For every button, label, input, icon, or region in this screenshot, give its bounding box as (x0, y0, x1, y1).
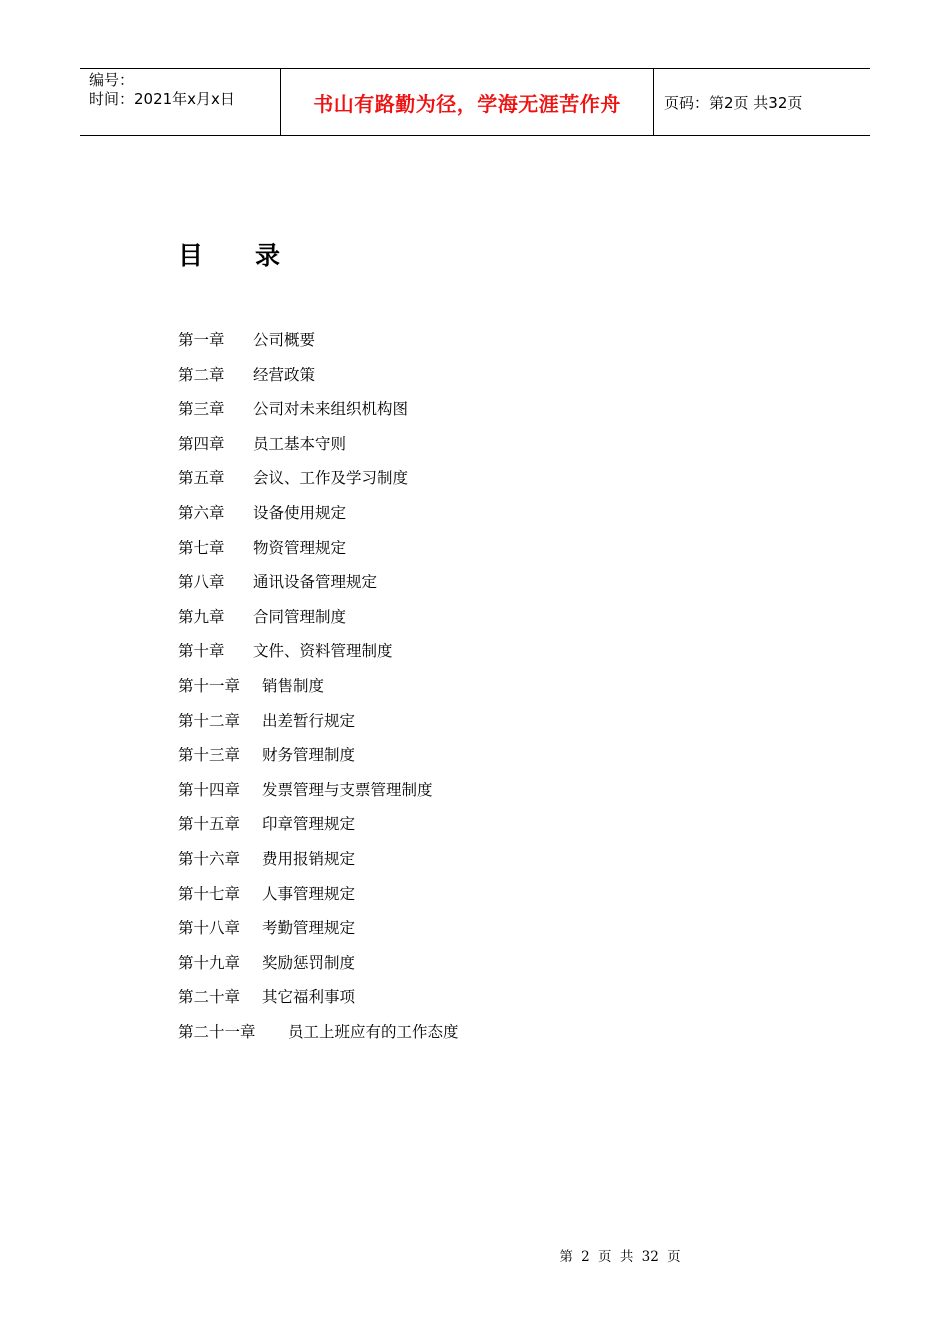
toc-item[interactable] (178, 706, 459, 741)
toc-item[interactable] (178, 809, 459, 844)
toc-chapter: 第一章 (178, 331, 225, 349)
toc-chapter: 第九章 (178, 607, 225, 626)
toc-item[interactable] (178, 982, 459, 1017)
toc-item-title: 费用报销规定 (262, 849, 356, 868)
footer-word-ye-2: 页 (667, 1249, 681, 1265)
toc-chapter: 第三章 (178, 400, 225, 419)
footer-word-di: 第 (559, 1249, 573, 1265)
header-page-info: 页码：第2页 共32页 (664, 93, 803, 112)
footer-word-gong: 共 (619, 1249, 634, 1265)
toc-item-title: 经营政策 (253, 365, 316, 384)
toc-item-title: 考勤管理规定 (262, 919, 356, 938)
toc-item-title: 会议、工作及学习制度 (253, 469, 409, 488)
toc-item[interactable] (178, 879, 459, 914)
toc-item[interactable] (178, 636, 459, 671)
toc-item[interactable] (178, 671, 459, 706)
toc-item[interactable] (178, 740, 459, 775)
footer-total-pages: 32 (641, 1249, 659, 1265)
toc-item[interactable] (178, 325, 459, 360)
toc-item[interactable] (178, 948, 459, 983)
toc-item[interactable] (178, 429, 459, 464)
toc-chapter: 第十二章 (178, 711, 241, 730)
toc-chapter: 第十三章 (178, 746, 241, 765)
toc-item-title: 发票管理与支票管理制度 (262, 780, 433, 799)
toc-chapter: 第十七章 (178, 884, 241, 903)
footer-current-page: 2 (581, 1249, 590, 1265)
time-label: 时间：2021年x月x日 (89, 90, 235, 108)
toc-item[interactable] (178, 775, 459, 810)
header-meta (80, 69, 281, 135)
toc-item-title: 销售制度 (262, 676, 325, 695)
toc-chapter: 第六章 (178, 503, 225, 522)
toc-chapter: 第十八章 (178, 919, 241, 938)
toc-item-title: 物资管理规定 (253, 538, 347, 557)
toc-chapter: 第十五章 (178, 815, 241, 834)
header-motto: 书山有路勤为径，学海无涯苦作舟 (281, 69, 654, 135)
toc-item[interactable] (178, 1017, 459, 1052)
toc-item-title: 文件、资料管理制度 (253, 642, 393, 661)
toc-item[interactable] (178, 844, 459, 879)
toc-chapter: 第四章 (178, 434, 225, 453)
toc-item-title: 员工基本守则 (253, 434, 347, 453)
toc-item[interactable] (178, 913, 459, 948)
toc-item-title: 设备使用规定 (253, 503, 347, 522)
toc-item-title: 员工上班应有的工作态度 (288, 1022, 459, 1041)
toc-item-title: 出差暂行规定 (262, 711, 356, 730)
toc-item[interactable] (178, 533, 459, 568)
toc-chapter: 第二十章 (178, 988, 241, 1007)
toc-chapter: 第五章 (178, 469, 225, 488)
page-header (80, 68, 870, 136)
toc-item[interactable] (178, 463, 459, 498)
toc-item-title: 公司对未来组织机构图 (253, 400, 409, 419)
toc-chapter: 第十章 (178, 642, 225, 661)
footer-word-ye: 页 (598, 1249, 612, 1265)
toc-item-title: 财务管理制度 (262, 746, 356, 765)
toc-chapter: 第七章 (178, 538, 225, 557)
toc-item[interactable] (178, 602, 459, 637)
toc-list (178, 325, 459, 1051)
toc-item-title: 通讯设备管理规定 (253, 573, 378, 592)
toc-item-title: 人事管理规定 (262, 884, 356, 903)
toc-chapter: 第二十一章 (178, 1022, 256, 1041)
toc-item-title: 公司概要 (253, 331, 316, 349)
toc-item[interactable] (178, 498, 459, 533)
toc-title (178, 236, 280, 272)
page-footer (0, 1245, 950, 1265)
toc-item[interactable] (178, 394, 459, 429)
toc-title-char-2: 录 (255, 241, 281, 270)
toc-chapter: 第八章 (178, 573, 225, 592)
toc-chapter: 第十一章 (178, 676, 241, 695)
toc-chapter: 第十六章 (178, 849, 241, 868)
toc-chapter: 第十九章 (178, 953, 241, 972)
toc-item-title: 合同管理制度 (253, 607, 347, 626)
toc-item-title: 印章管理规定 (262, 815, 356, 834)
toc-title-char-1: 目 (178, 241, 204, 270)
toc-item-title: 其它福利事项 (262, 988, 356, 1007)
toc-item[interactable] (178, 360, 459, 395)
number-label: 编号： (89, 71, 135, 89)
toc-chapter: 第二章 (178, 365, 225, 384)
toc-item[interactable] (178, 567, 459, 602)
toc-chapter: 第十四章 (178, 780, 241, 799)
toc-item-title: 奖励惩罚制度 (262, 953, 356, 972)
